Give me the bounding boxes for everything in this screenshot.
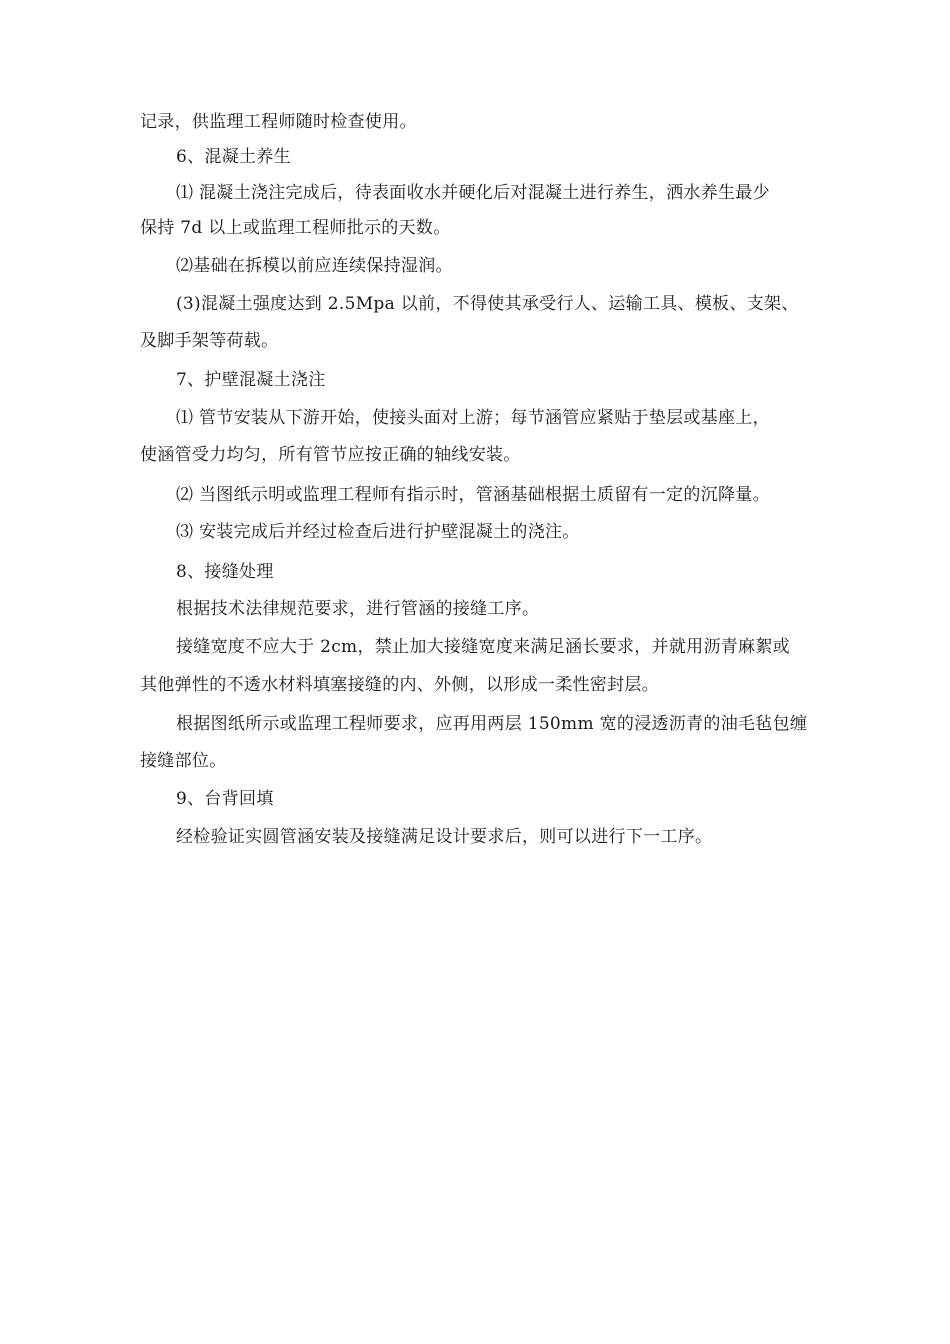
paragraph-line: 记录，供监理工程师随时检查使用。 bbox=[140, 112, 417, 132]
paragraph-line: ⑵基础在拆模以前应连续保持湿润。 bbox=[176, 256, 453, 276]
paragraph-line: ⑵ 当图纸示明或监理工程师有指示时，管涵基础根据土质留有一定的沉降量。 bbox=[176, 485, 770, 505]
paragraph-line: 接缝宽度不应大于 2cm，禁止加大接缝宽度来满足涵长要求，并就用沥青麻絮或 bbox=[176, 637, 790, 657]
paragraph-line: 其他弹性的不透水材料填塞接缝的内、外侧，以形成一柔性密封层。 bbox=[140, 675, 659, 695]
paragraph-line: 根据技术法律规范要求，进行管涵的接缝工序。 bbox=[176, 599, 540, 619]
paragraph-line: ⑴ 管节安装从下游开始，使接头面对上游；每节涵管应紧贴于垫层或基座上， bbox=[176, 408, 770, 428]
paragraph-line: 经检验证实圆管涵安装及接缝满足设计要求后，则可以进行下一工序。 bbox=[176, 827, 713, 847]
paragraph-line: 及脚手架等荷载。 bbox=[140, 331, 279, 351]
paragraph-line: ⑴ 混凝土浇注完成后，待表面收水并硬化后对混凝土进行养生，洒水养生最少 bbox=[176, 183, 770, 203]
paragraph-line: ⑶ 安装完成后并经过检查后进行护壁混凝土的浇注。 bbox=[176, 522, 580, 542]
section-heading: 8、接缝处理 bbox=[176, 562, 274, 582]
section-heading: 7、护壁混凝土浇注 bbox=[176, 370, 326, 390]
paragraph-line: 接缝部位。 bbox=[140, 751, 227, 771]
section-heading: 6、混凝土养生 bbox=[176, 147, 291, 167]
paragraph-line: 保持 7d 以上或监理工程师批示的天数。 bbox=[140, 218, 451, 238]
paragraph-line: 使涵管受力均匀，所有管节应按正确的轴线安装。 bbox=[140, 445, 521, 465]
paragraph-line: 根据图纸所示或监理工程师要求，应再用两层 150mm 宽的浸透沥青的油毛毡包缠 bbox=[176, 714, 808, 734]
paragraph-line: (3)混凝土强度达到 2.5Mpa 以前，不得使其承受行人、运输工具、模板、支架、 bbox=[176, 294, 799, 314]
section-heading: 9、台背回填 bbox=[176, 789, 274, 809]
